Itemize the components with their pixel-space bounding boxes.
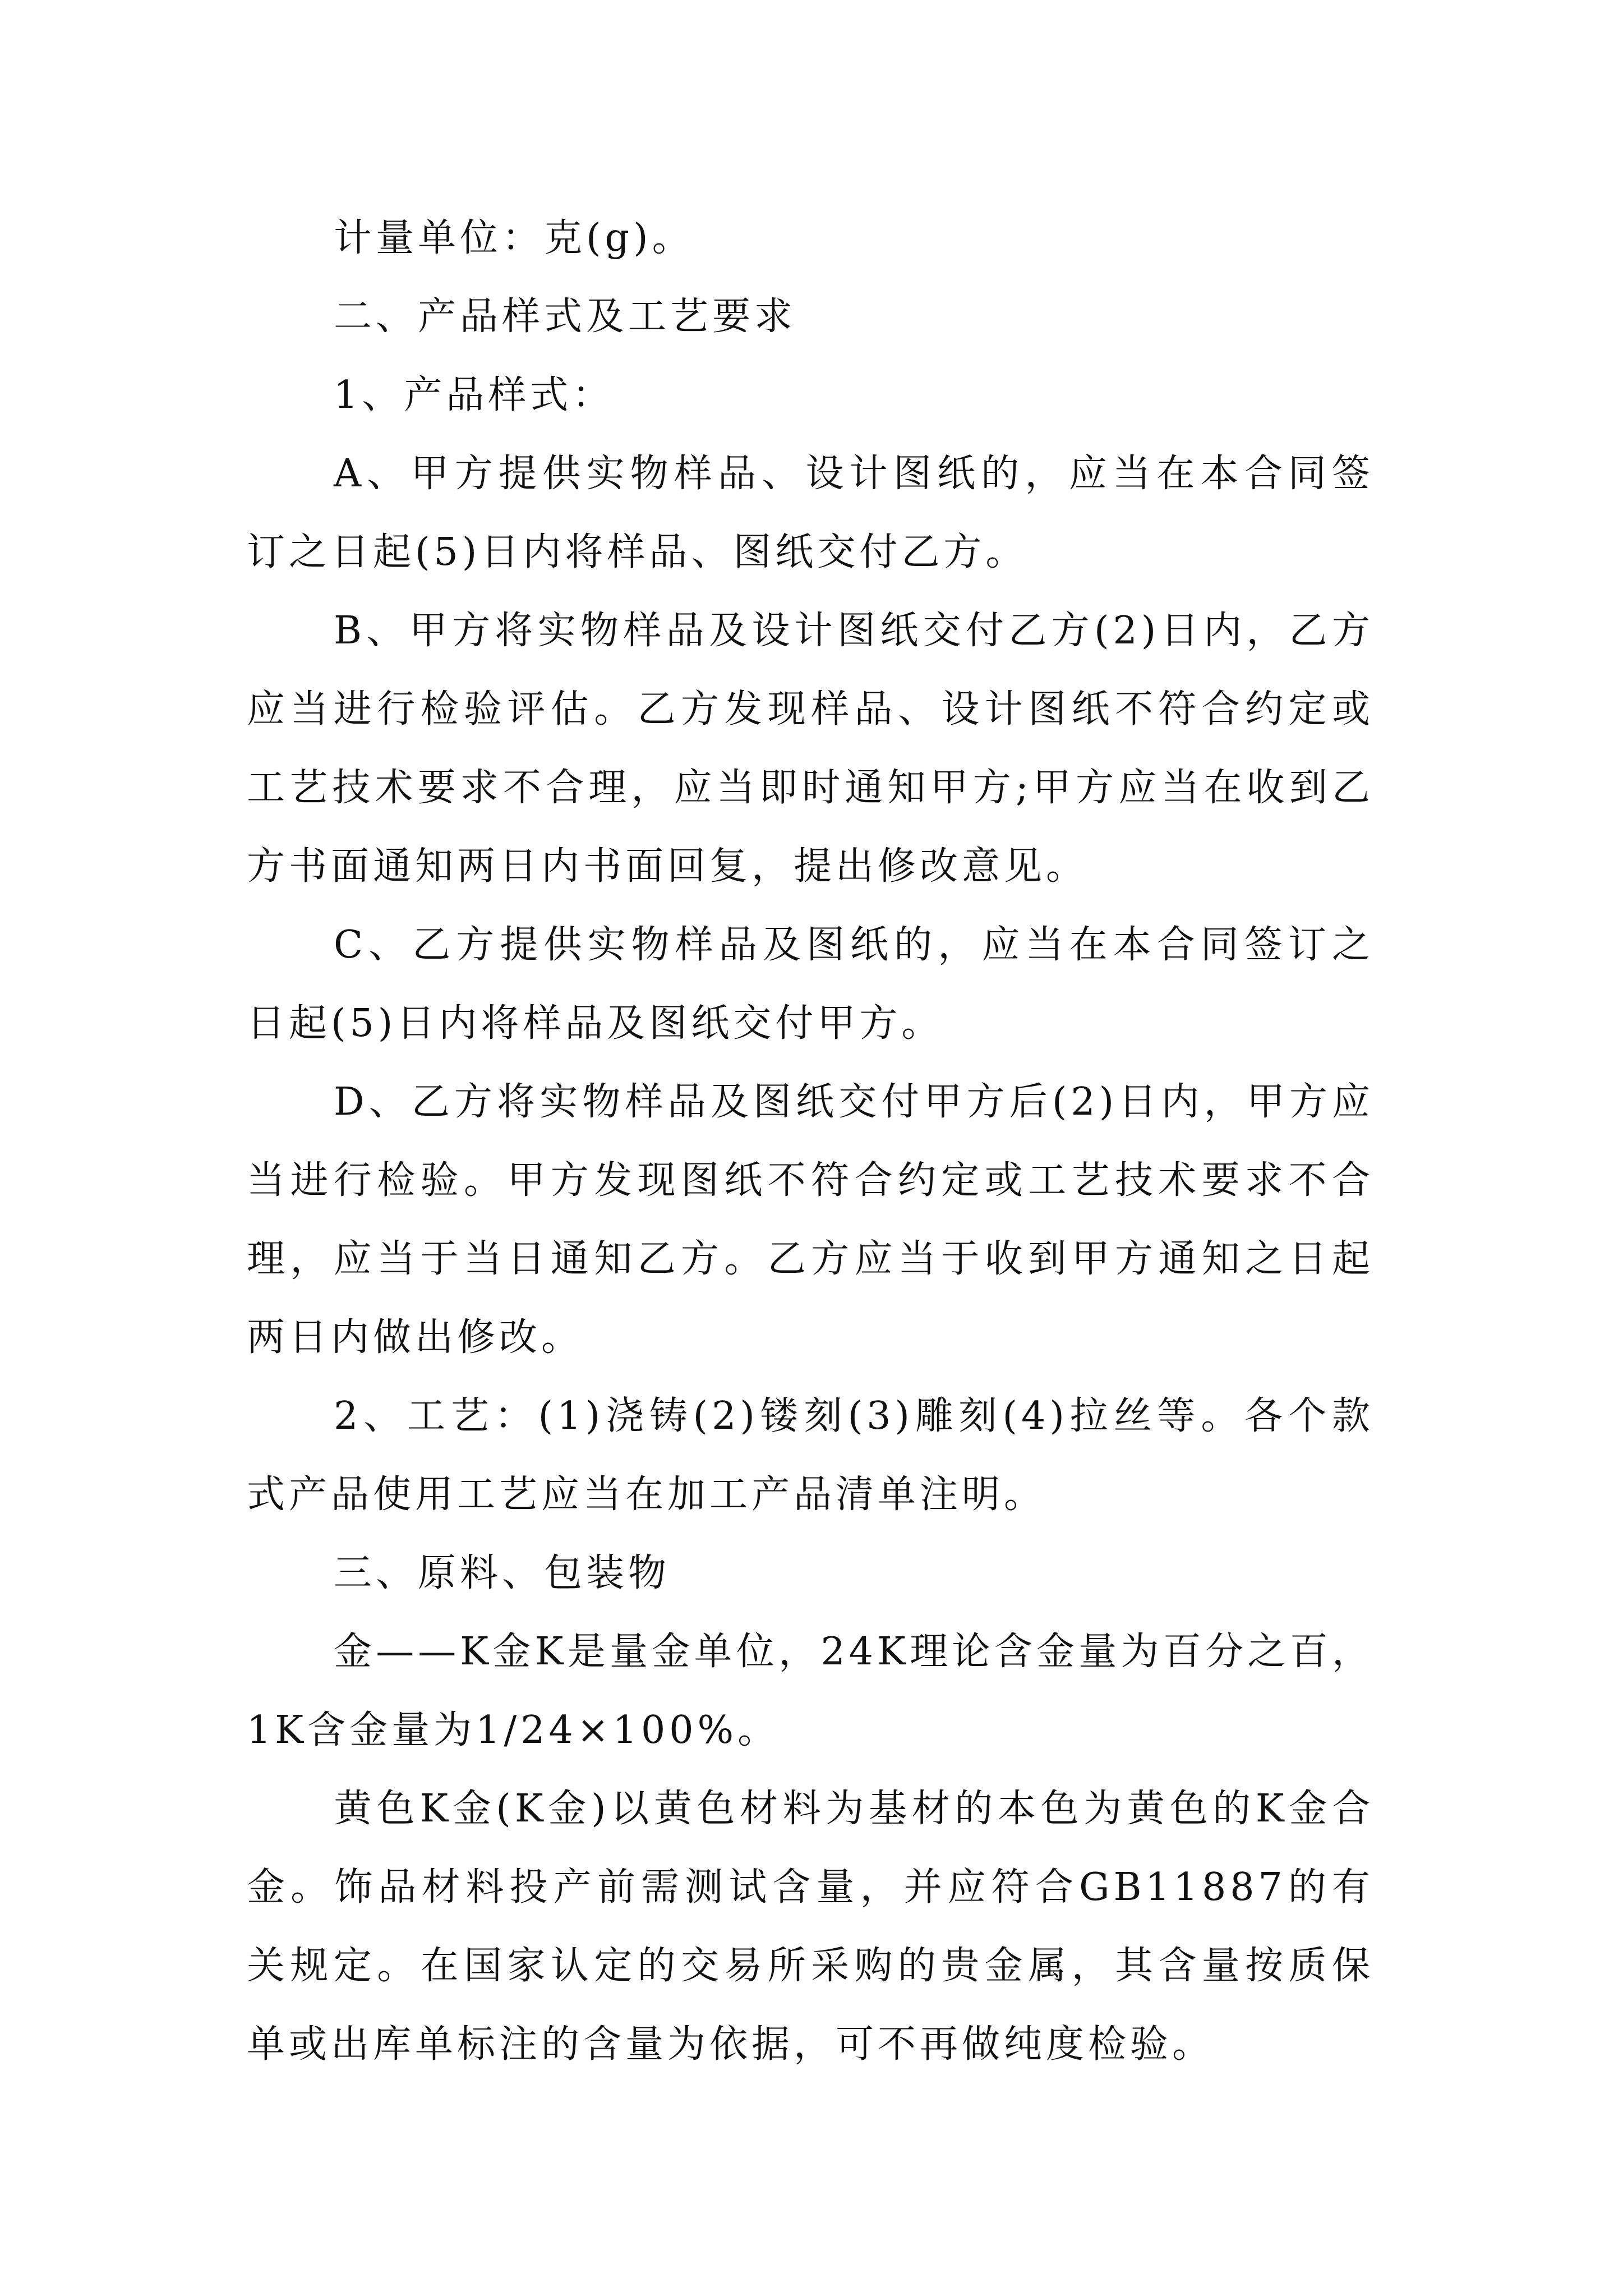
paragraph-a: A、甲方提供实物样品、设计图纸的，应当在本合同签订之日起(5)日内将样品、图纸交付乙方。 xyxy=(247,452,1374,574)
paragraph-d: D、乙方将实物样品及图纸交付甲方后(2)日内，甲方应当进行检验。甲方发现图纸不符合约定或工艺技术要求不合理，应当于当日通知乙方。乙方应当于收到甲方通知之日起两日内做出修改。 xyxy=(247,1080,1374,1360)
paragraph-b: B、甲方将实物样品及设计图纸交付乙方(2)日内，乙方应当进行检验评估。乙方发现样品、设计图纸不符合约定或工艺技术要求不合理，应当即时通知甲方;甲方应当在收到乙方书面通知两日内书面回复，提出修改意见。 xyxy=(247,609,1374,889)
paragraph-yellow-k-gold: 黄色K金(K金)以黄色材料为基材的本色为黄色的K金合金。饰品材料投产前需测试含量，并应符合GB11887的有关规定。在国家认定的交易所采购的贵金属，其含量按质保单或出库单标注的含量为依据，可不再做纯度检验。 xyxy=(247,1787,1374,2067)
paragraph-unit: 计量单位：克(g)。 xyxy=(334,216,694,260)
section-heading-3: 三、原料、包装物 xyxy=(334,1551,671,1595)
document-body xyxy=(247,199,1374,2084)
paragraph-c: C、乙方提供实物样品及图纸的，应当在本合同签订之日起(5)日内将样品及图纸交付甲方。 xyxy=(247,923,1374,1046)
paragraph-craft: 2、工艺：(1)浇铸(2)镂刻(3)雕刻(4)拉丝等。各个款式产品使用工艺应当在加工产品清单注明。 xyxy=(247,1394,1374,1517)
subsection-heading-style: 1、产品样式： xyxy=(334,373,615,417)
section-heading-2: 二、产品样式及工艺要求 xyxy=(334,295,797,339)
paragraph-k-gold: 金——K金K是量金单位，24K理论含金量为百分之百，1K含金量为1/24×100%。 xyxy=(247,1630,1374,1752)
